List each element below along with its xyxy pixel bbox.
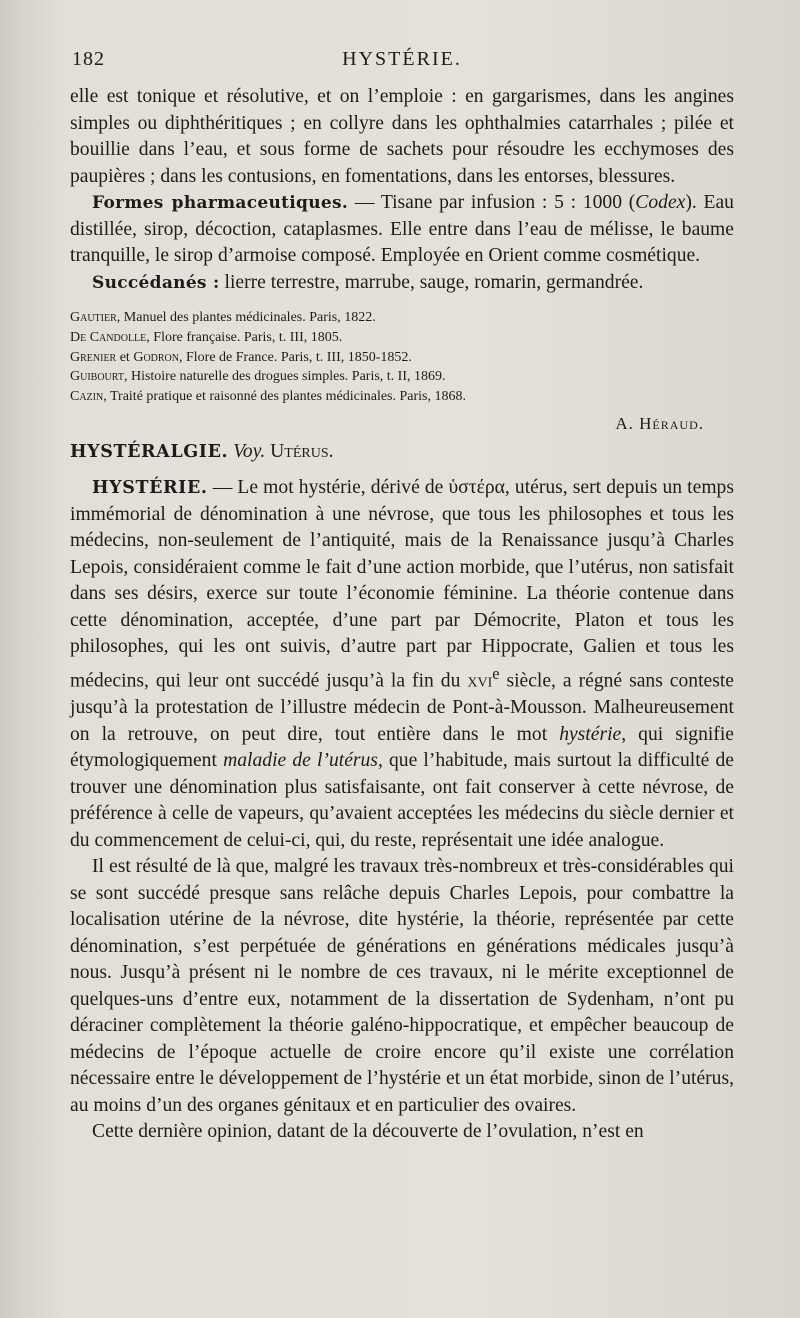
page-header <box>72 48 732 76</box>
century-numeral: xvi <box>467 670 493 692</box>
page-number: 182 <box>72 48 105 70</box>
voy-label: Voy. <box>233 440 266 462</box>
reference-item: De Candolle, Flore française. Paris, t. III, 1805. <box>70 329 343 345</box>
paragraph-succedanes <box>70 270 734 297</box>
reference-item: Cazin, Traité pratique et raisonné des plantes médicinales. Paris, 1868. <box>70 389 466 405</box>
formes-label: Formes pharmaceutiques. <box>92 193 349 213</box>
codex-italic: Codex <box>635 192 686 213</box>
reference-item: Guibourt, Histoire naturelle des drogues simples. Paris, t. II, 1869. <box>70 369 446 385</box>
author-signature: A. Héraud. <box>615 413 704 433</box>
succedanes-text: lierre terrestre, marrube, sauge, romarin, germandrée. <box>219 271 644 293</box>
greek-word: ὑστέρα <box>448 477 505 499</box>
reference-item: Gautier, Manuel des plantes médicinales. Paris, 1822. <box>70 310 376 325</box>
formes-text-b: ). Eau distillée, sirop, décoction, cataplasmes. Elle entre dans l’eau de mélisse, le baume tranquille, le sirop d’armoise composé. Employée en Orient comme cosmétique. <box>70 192 734 266</box>
entry-hysterie-paragraph-1: HYSTÉRIE. — Le mot hystérie, dérivé de ὑστέρα, utérus, sert depuis un temps immémorial de dénomination à une névrose, que tous les philosophes et tous les médecins, non-seulement de l’antiquité, mais de la Renaissance jusqu’à Charles Lepois, considéraient comme le fait d’une action morbide, que l’utérus, non satisfait dans ses désirs, exerce sur toute l’économie féminine. La théorie contenue dans cette dénomination, acceptée, d’une part par Démocrite, Platon et tous les philosophes, qui les ont suivis, d’autre part par Hippocrate, Galien et tous les médecins, qui leur ont succédé jusqu’à la fin du xvi$^e$ siècle, a régné sans conteste jusqu’à la protestation de l’illustre médecin de Pont-à-Mousson. Malheureusement on la retrouve, on peut dire, tout entière dans le mot hystérie, qui signifie étymologiquement maladie de l’utérus, que l’habitude, mais surtout la difficulté de trouver une dénomination plus satisfaisante, ont fait conserver à cette névrose, de préférence à celle de vapeurs, qu’avaient acceptées les médecins du siècle dernier et du commencement de celui-ci, qui, du reste, représentait une idée analogue. <box>70 477 734 851</box>
formes-text-a: — Tisane par infusion : 5 : 1000 ( <box>348 192 636 213</box>
hysteralgie-title: HYSTÉRALGIE. <box>70 441 229 462</box>
succedanes-label: Succédanés : <box>92 272 220 293</box>
paragraph-uses: elle est tonique et résolutive, et on l’emploie : en gargarismes, dans les angines simples ou diphthéritiques ; en collyre dans les ophthalmies catarrhales ; pilée et bouillie dans l’eau, et sous forme de sachets pour résoudre les ecchymoses des paupières ; dans les contusions, en fomentations, dans les entorses, blessures. <box>70 86 734 187</box>
bibliography <box>70 308 734 407</box>
entry-hysterie-paragraph-2: Il est résulté de là que, malgré les travaux très-nombreux et très-considérables qui se sont succédé presque sans relâche depuis Charles Lepois, pour combattre la localisation utérine de la névrose, dite hystérie, la théorie, représentée par cette dénomination, s’est perpétuée de générations en générations médicales jusqu’à nous. Jusqu’à présent ni le nombre de ces travaux, ni le mérite exceptionnel de quelques-uns d’entre eux, notamment de la dissertation de Sydenham, n’ont pu déraciner complètement la théorie galéno-hippocratique, et empêcher beaucoup de médecins de l’époque actuelle de croire encore qu’il existe une corrélation nécessaire entre le développement de l’hystérie et un état morbide, sinon de l’utérus, au moins d’un des organes génitaux et en particulier des ovaires. <box>70 856 734 1116</box>
paragraph-formes <box>70 190 734 270</box>
body-text <box>70 84 734 1146</box>
hysterie-title: HYSTÉRIE. <box>92 478 208 499</box>
entry-hysteralgie <box>70 439 734 466</box>
running-title: HYSTÉRIE. <box>342 48 462 70</box>
reference-item: Grenier et Godron, Flore de France. Paris, t. III, 1850-1852. <box>70 349 412 365</box>
cross-reference-link[interactable]: Utérus. <box>270 440 334 462</box>
entry-hysterie-paragraph-3: Cette dernière opinion, datant de la découverte de l’ovulation, n’est en <box>92 1121 644 1143</box>
